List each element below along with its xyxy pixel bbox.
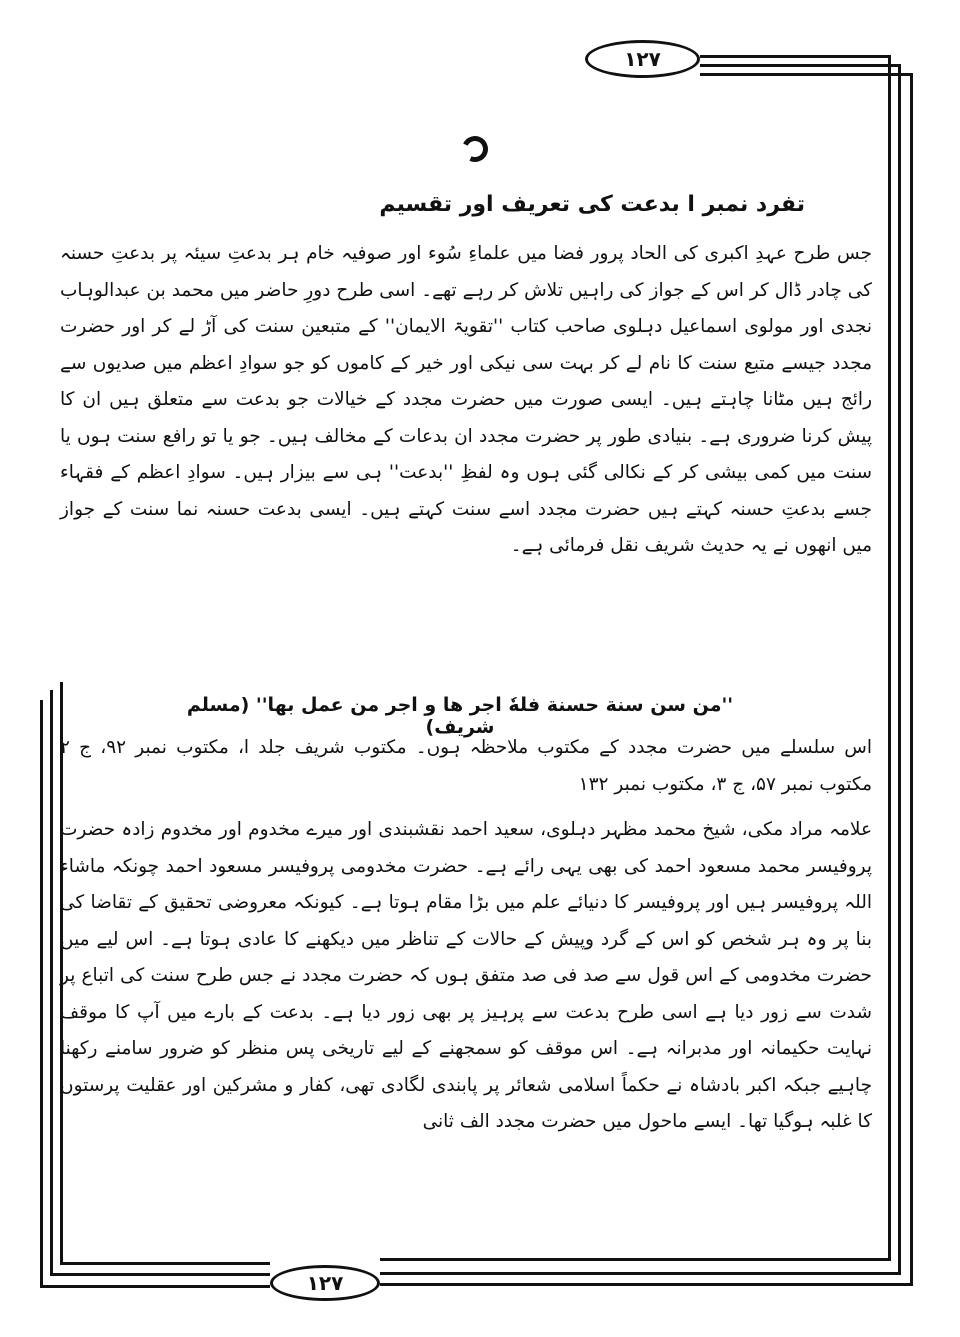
page-number-top: ۱۲۷ xyxy=(585,40,700,78)
frame-line xyxy=(50,1273,270,1276)
paragraph-text: علامہ مراد مکی، شیخ محمد مظہر دہلوی، سعید احمد نقشبندی اور میرے مخدوم اور مخدوم زادہ حضرت پروفیسر محمد مسعود احمد کی بھی یہی رائے ہے۔ حضرت مخدومی پروفیسر مسعود احمد چونکہ ماشاء اللہ پروفیسر ہیں اور پروفیسر کا دنیائے علم میں بڑا مقام ہوتا ہے۔ کیونکہ معروضی تحقیق کے تقاضا کی بنا پر وہ ہر شخص کو اس کے گرد وپیش کے حالات کے تناظر میں دیکھنے کا عادی ہوتا ہے۔ اس لیے میں حضرت مخدومی کے اس قول سے صد فی صد متفق ہوں کہ حضرت مجدد نے جس طرح سنت کی اتباع پر شدت سے زور دیا ہے اسی طرح بدعت سے پرہیز پر بھی زور دیا ہے۔ بدعت کے بارے میں آپ کا موقف نہایت حکیمانہ اور مدبرانہ ہے۔ اس موقف کو سمجھنے کے لیے تاریخی پس منظر کو ضرور سامنے رکھنا چاہیے جبکہ اکبر بادشاہ نے حکماً اسلامی شعائر پر پابندی لگادی تھی، کفار و مشرکین اور عقلیت پرستوں کا غلبہ ہوگیا تھا۔ ایسے ماحول میں حضرت مجدد الف ثانی xyxy=(60,819,872,1132)
frame-line xyxy=(380,1272,901,1275)
body-paragraph-1 xyxy=(60,236,872,565)
body-paragraph-2 xyxy=(60,730,872,803)
crescent-icon xyxy=(458,132,491,165)
hadith-quote: ''من سن سنة حسنة فلهٗ اجر ها و اجر من عمل بها'' (مسلم شریف) xyxy=(186,694,734,738)
frame-line xyxy=(60,1262,270,1265)
body-paragraph-3 xyxy=(60,812,872,1141)
frame-line xyxy=(50,690,53,1276)
paragraph-text: اس سلسلے میں حضرت مجدد کے مکتوب ملاحظہ ہوں۔ مکتوب شریف جلد ا، مکتوب نمبر ۹۲، ج ۲ مکتوب نمبر ۵۷، ج ۳، مکتوب نمبر ۱۳۲ xyxy=(60,737,872,795)
frame-line xyxy=(910,73,913,1285)
frame-line xyxy=(380,1283,913,1286)
frame-line xyxy=(700,64,900,67)
frame-line xyxy=(40,700,43,1288)
page-number-bottom: ۱۲۷ xyxy=(270,1265,380,1301)
paragraph-text: جس طرح عہدِ اکبری کی الحاد پرور فضا میں علماءِ سُوء اور صوفیہ خام ہر بدعتِ سیئہ پر بدعتِ حسنہ کی چادر ڈال کر اس کے جواز کی راہیں تلاش کر رہے تھے۔ اسی طرح دورِ حاضر میں محمد بن عبدالوہاب نجدی اور مولوی اسماعیل دہلوی صاحب کتاب ''تقویۃ الایمان'' کے متبعین سنت کی آڑ لے کر اور حضرت مجدد جیسے متبع سنت کا نام لے کر بہت سی نیکی اور خیر کے کاموں کو جو سوادِ اعظم میں صدیوں سے رائج ہیں مٹانا چاہتے ہیں۔ ایسی صورت میں حضرت مجدد کے خیالات جو بدعت سے متعلق ہیں ان کا پیش کرنا ضروری ہے۔ بنیادی طور پر حضرت مجدد ان بدعات کے مخالف ہیں۔ جو یا تو رافع سنت ہوں یا سنت میں کمی بیشی کر کے نکالی گئی ہوں وہ لفظِ ''بدعت'' ہی سے بیزار ہیں۔ سوادِ اعظم کے فقہاء جسے بدعتِ حسنہ کہتے ہیں حضرت مجدد اسے سنت کہتے ہیں۔ ایسی بدعت حسنہ نما سنت کے جواز میں انھوں نے یہ حدیث شریف نقل فرمائی ہے۔ xyxy=(60,243,872,556)
frame-line xyxy=(888,55,891,1260)
frame-line xyxy=(700,73,912,76)
frame-line xyxy=(380,1258,891,1261)
frame-line xyxy=(898,64,901,1274)
frame-line xyxy=(700,55,890,58)
frame-line xyxy=(40,1285,270,1288)
section-heading: تفرد نمبر ا بدعت کی تعریف اور تقسیم xyxy=(379,192,805,217)
